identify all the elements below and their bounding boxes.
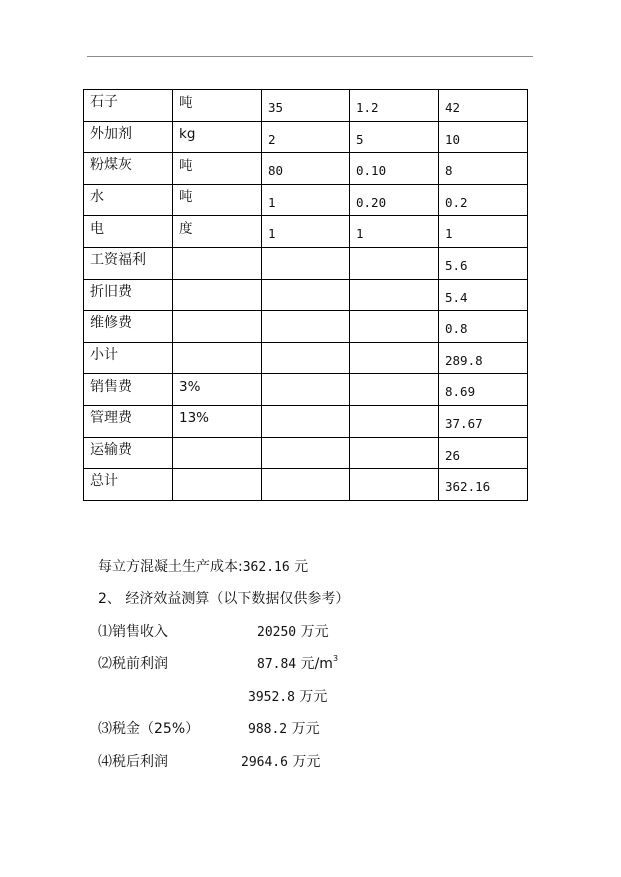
cell-col4 xyxy=(350,279,439,311)
cell-unit xyxy=(173,437,262,469)
cell-col3 xyxy=(262,405,350,437)
cell-col3 xyxy=(262,247,350,279)
table-row xyxy=(84,121,528,153)
unit-cost-label: 每立方混凝土生产成本: xyxy=(98,559,243,575)
cell-col5: 8.69 xyxy=(439,374,528,406)
cell-col4 xyxy=(350,405,439,437)
cell-col5: 5.4 xyxy=(439,279,528,311)
item1-value: 20250 xyxy=(257,625,297,640)
table-row xyxy=(84,216,528,248)
cell-col4: 0.10 xyxy=(350,153,439,185)
cell-item-name: 水 xyxy=(84,184,173,216)
cell-col4: 1.2 xyxy=(350,90,439,122)
cell-col3 xyxy=(262,279,350,311)
table-row xyxy=(84,374,528,406)
item3-label: ⑶税金（25%） xyxy=(98,721,200,737)
cell-col5: 8 xyxy=(439,153,528,185)
item2-unit-sup: 3 xyxy=(332,654,339,663)
cell-col5: 42 xyxy=(439,90,528,122)
cell-col5: 10 xyxy=(439,121,528,153)
cell-item-name: 粉煤灰 xyxy=(84,153,173,185)
cell-col4 xyxy=(350,374,439,406)
cell-col3 xyxy=(262,342,350,374)
cell-col3 xyxy=(262,311,350,343)
cell-col3: 80 xyxy=(262,153,350,185)
table-row xyxy=(84,279,528,311)
item4-value-line xyxy=(241,755,320,769)
item3-unit: 万元 xyxy=(291,721,320,737)
cell-col4: 5 xyxy=(350,121,439,153)
item2-value-line xyxy=(257,654,339,672)
item4-value: 2964.6 xyxy=(241,755,288,770)
cell-unit xyxy=(173,247,262,279)
table-row xyxy=(84,90,528,122)
cell-item-name: 管理费 xyxy=(84,405,173,437)
table-row xyxy=(84,184,528,216)
cell-item-name: 维修费 xyxy=(84,311,173,343)
cell-unit: 3% xyxy=(173,374,262,406)
table-row xyxy=(84,469,528,501)
cell-col3 xyxy=(262,374,350,406)
cell-col3 xyxy=(262,469,350,501)
cost-table xyxy=(83,89,528,501)
header-rule xyxy=(87,56,533,57)
item1-unit: 万元 xyxy=(300,624,329,640)
cell-col3: 1 xyxy=(262,184,350,216)
cell-item-name: 运输费 xyxy=(84,437,173,469)
cell-item-name: 外加剂 xyxy=(84,121,173,153)
cell-col5: 1 xyxy=(439,216,528,248)
cell-unit xyxy=(173,342,262,374)
section-title: 2、 经济效益测算（以下数据仅供参考） xyxy=(98,591,350,607)
unit-cost-value: 362.16 xyxy=(242,560,290,575)
cell-col4 xyxy=(350,469,439,501)
cell-unit: 吨 xyxy=(173,153,262,185)
cell-col4: 0.20 xyxy=(350,184,439,216)
table-row xyxy=(84,437,528,469)
item1-label: ⑴销售收入 xyxy=(98,624,168,640)
cell-col3: 1 xyxy=(262,216,350,248)
cell-col5: 0.8 xyxy=(439,311,528,343)
table-row xyxy=(84,342,528,374)
cell-item-name: 石子 xyxy=(84,90,173,122)
cell-col5: 289.8 xyxy=(439,342,528,374)
cell-unit: kg xyxy=(173,121,262,153)
item2b-unit: 万元 xyxy=(299,689,328,705)
cell-unit: 13% xyxy=(173,405,262,437)
cell-unit xyxy=(173,311,262,343)
cell-col5: 0.2 xyxy=(439,184,528,216)
cell-col3 xyxy=(262,437,350,469)
unit-cost-line xyxy=(98,560,308,574)
cell-unit: 吨 xyxy=(173,90,262,122)
item4-unit: 万元 xyxy=(292,754,321,770)
cost-table-body xyxy=(84,90,528,501)
cell-item-name: 销售费 xyxy=(84,374,173,406)
item2-value: 87.84 xyxy=(257,657,297,672)
cell-col4: 1 xyxy=(350,216,439,248)
table-row xyxy=(84,311,528,343)
item4-label: ⑷税后利润 xyxy=(98,754,168,770)
cell-item-name: 小计 xyxy=(84,342,173,374)
cell-unit xyxy=(173,469,262,501)
cell-item-name: 电 xyxy=(84,216,173,248)
cell-item-name: 工资福利 xyxy=(84,247,173,279)
cell-col5: 362.16 xyxy=(439,469,528,501)
cell-unit: 度 xyxy=(173,216,262,248)
cell-col5: 26 xyxy=(439,437,528,469)
cell-unit xyxy=(173,279,262,311)
item2b-value-line xyxy=(248,690,327,704)
cell-item-name: 总计 xyxy=(84,469,173,501)
item1-value-line xyxy=(257,625,329,639)
cell-col3: 35 xyxy=(262,90,350,122)
unit-cost-unit: 元 xyxy=(294,559,309,575)
item2-unit: 元/m xyxy=(300,656,333,672)
cell-col4 xyxy=(350,247,439,279)
table-row xyxy=(84,405,528,437)
cell-col4 xyxy=(350,342,439,374)
cell-col5: 5.6 xyxy=(439,247,528,279)
cell-col5: 37.67 xyxy=(439,405,528,437)
cell-unit: 吨 xyxy=(173,184,262,216)
table-row xyxy=(84,153,528,185)
cell-col4 xyxy=(350,311,439,343)
cell-col4 xyxy=(350,437,439,469)
cell-item-name: 折旧费 xyxy=(84,279,173,311)
item2b-value: 3952.8 xyxy=(248,690,295,705)
cell-col3: 2 xyxy=(262,121,350,153)
item2-label: ⑵税前利润 xyxy=(98,656,168,672)
item3-value: 988.2 xyxy=(248,722,288,737)
table-row xyxy=(84,247,528,279)
item3-value-line xyxy=(248,722,320,736)
